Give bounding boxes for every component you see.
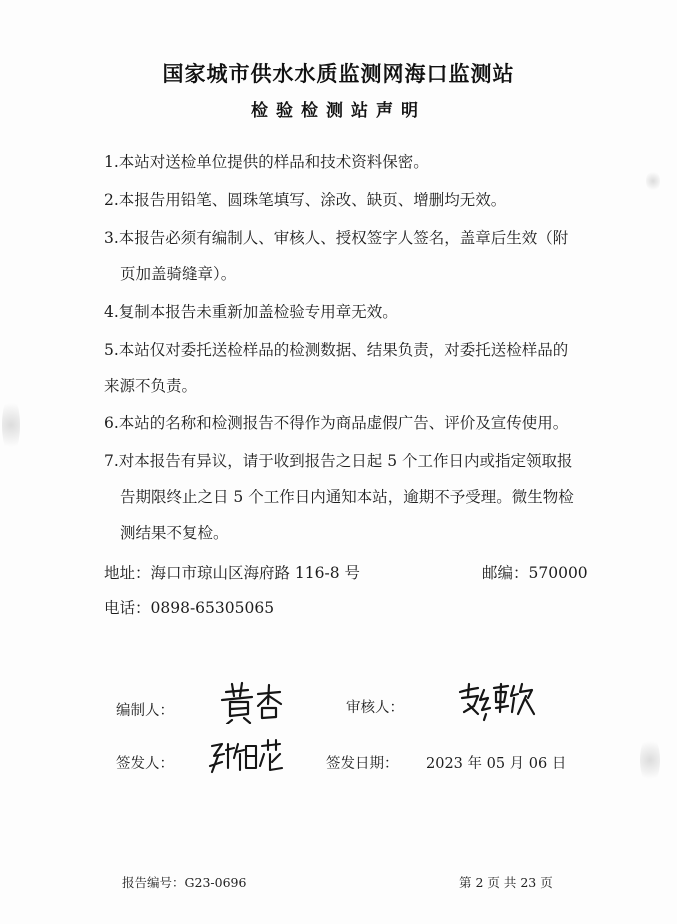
report-number: 报告编号：G23-0696 (122, 875, 247, 890)
compiler-signature (218, 680, 288, 724)
document-subtitle: 检验检测站声明 (251, 101, 426, 121)
issuer-label: 签发人： (116, 756, 174, 772)
statement-5-line-1: 5.本站仅对委托送检样品的检测数据、结果负责，对委托送检样品的 (104, 341, 569, 359)
issuer-signature (206, 738, 286, 780)
statement-3-line-2: 页加盖骑缝章）。 (120, 265, 237, 283)
reviewer-signature (456, 680, 536, 722)
statement-4-line-1: 4.复制本报告未重新加盖检验专用章无效。 (104, 303, 398, 321)
statement-3-line-1: 3.本报告必须有编制人、审核人、授权签字人签名，盖章后生效（附 (104, 229, 569, 247)
postcode-text: 邮编：570000 (482, 564, 588, 582)
phone-text: 电话：0898-65305065 (104, 599, 275, 617)
issue-date-value: 2023 年 05 月 06 日 (426, 756, 567, 772)
statement-6-line-1: 6.本站的名称和检测报告不得作为商品虚假广告、评价及宣传使用。 (104, 414, 569, 432)
statement-2-line-1: 2.本报告用铅笔、圆珠笔填写、涂改、缺页、增删均无效。 (104, 191, 507, 209)
statement-1-line-1: 1.本站对送检单位提供的样品和技术资料保密。 (104, 153, 429, 171)
address-text: 地址：海口市琼山区海府路 116-8 号 (104, 564, 361, 582)
reviewer-label: 审核人： (346, 700, 404, 716)
statement-7-line-2: 告期限终止之日 5 个工作日内通知本站，逾期不予受理。微生物检 (120, 488, 574, 506)
compiler-label: 编制人： (116, 703, 174, 719)
scan-smudge (2, 395, 20, 455)
statement-7-line-1: 7.对本报告有异议，请于收到报告之日起 5 个工作日内或指定领取报 (104, 452, 573, 470)
page-number: 第 2 页 共 23 页 (459, 875, 553, 890)
document-title: 国家城市供水水质监测网海口监测站 (162, 61, 515, 86)
scan-smudge (640, 735, 660, 785)
issue-date-label: 签发日期： (326, 756, 399, 772)
statement-5-line-2: 来源不负责。 (104, 377, 198, 395)
statement-7-line-3: 测结果不复检。 (120, 524, 229, 542)
scan-smudge (646, 170, 660, 192)
